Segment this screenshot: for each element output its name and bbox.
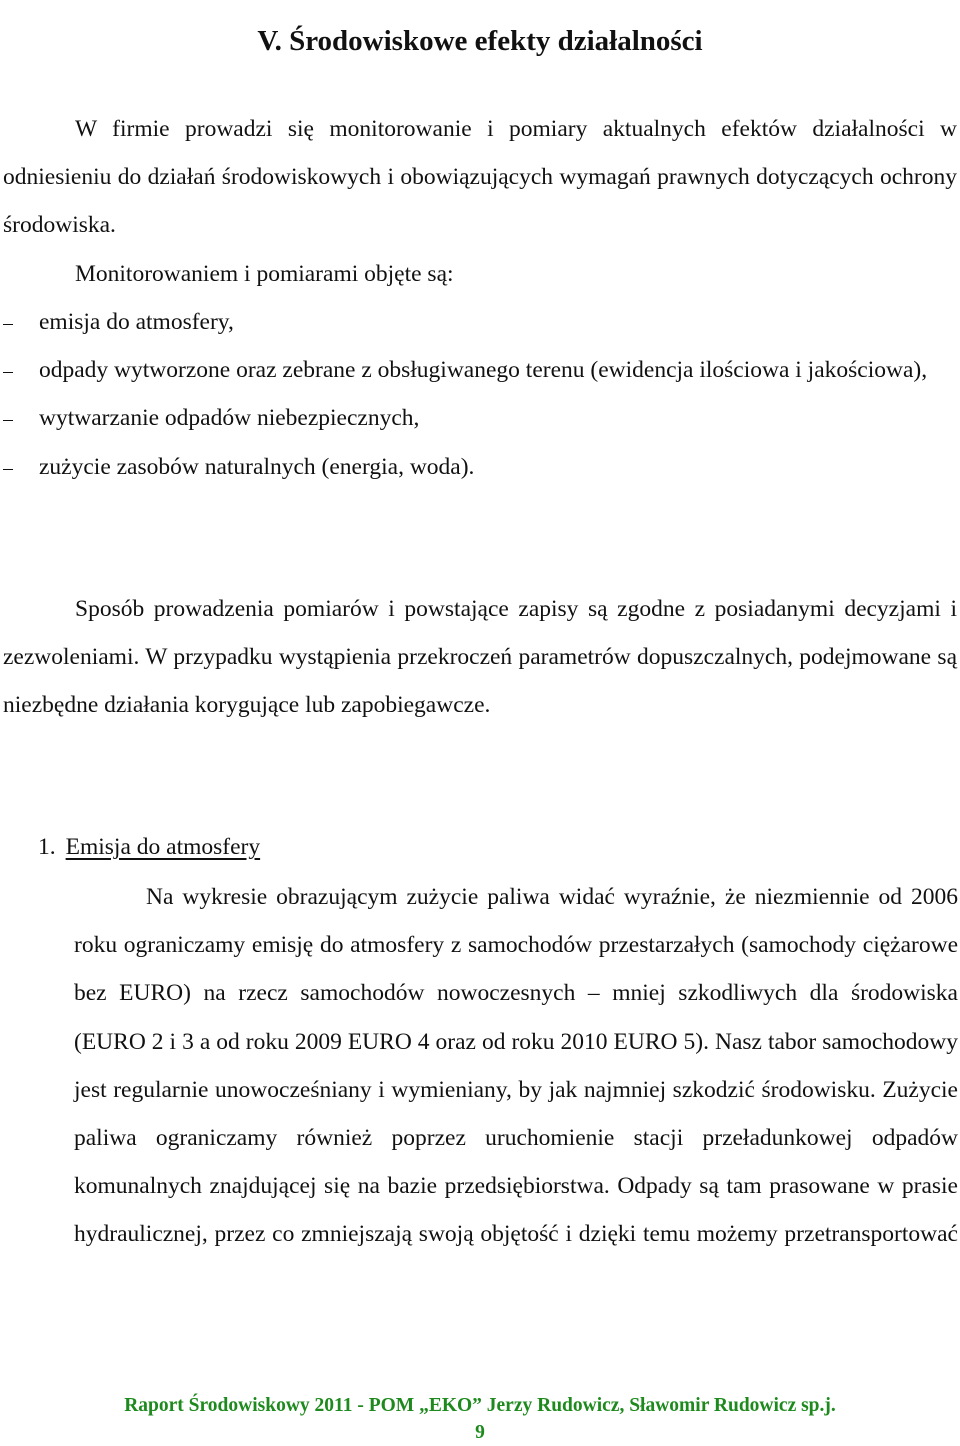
list-item: odpady wytworzone oraz zebrane z obsługiwanego terenu (ewidencja ilościowa i jakościowa),	[0, 346, 957, 394]
page-title: V. Środowiskowe efekty działalności	[257, 25, 703, 58]
page-footer	[0, 1392, 960, 1446]
dash-bullet-icon	[3, 420, 13, 421]
section-heading	[38, 825, 260, 869]
dash-bullet-icon	[3, 372, 13, 373]
list-item: zużycie zasobów naturalnych (energia, woda).	[0, 443, 957, 491]
measurement-paragraph: Sposób prowadzenia pomiarów i powstające zapisy są zgodne z posiadanymi decyzjami i zezwoleniami. W przypadku wystąpienia przekroczeń parametrów dopuszczalnych, podejmowane są niezbędne działania korygujące lub zapobiegawcze.	[3, 596, 957, 719]
list-item: wytwarzanie odpadów niebezpiecznych,	[0, 394, 957, 442]
dash-bullet-icon	[3, 469, 13, 470]
section-title: Emisja do atmosfery	[65, 834, 261, 860]
footer-page-number: 9	[475, 1422, 485, 1443]
section-number: 1.	[38, 834, 56, 860]
monitoring-list	[0, 298, 957, 491]
footer-report-line: Raport Środowiskowy 2011 - POM „EKO” Jerzy Rudowicz, Sławomir Rudowicz sp.j.	[124, 1395, 836, 1416]
list-item: emisja do atmosfery,	[0, 298, 957, 346]
list-intro: Monitorowaniem i pomiarami objęte są:	[75, 261, 454, 287]
intro-paragraph: W firmie prowadzi się monitorowanie i pomiary aktualnych efektów działalności w odniesieniu do działań środowiskowych i obowiązujących wymagań prawnych dotyczących ochrony środowiska.	[3, 116, 957, 239]
section-body: Na wykresie obrazującym zużycie paliwa widać wyraźnie, że niezmiennie od 2006 roku ograniczamy emisję do atmosfery z samochodów przestarzałych (samochody ciężarowe bez EURO) na rzecz samochodów nowoczesnych – mniej szkodliwych dla środowiska (EURO 2 i 3 a od roku 2009 EURO 4 oraz od roku 2010 EURO 5). Nasz tabor samochodowy jest regularnie unowocześniany i wymieniany, by jak najmniej szkodzić środowisku. Zużycie paliwa ograniczamy również poprzez uruchomienie stacji przeładunkowej odpadów komunalnych znajdującej się na bazie przedsiębiorstwa. Odpady są tam prasowane w prasie hydraulicznej, przez co zmniejszają swoją objętość i dzięki temu możemy przetransportować	[74, 884, 958, 1248]
dash-bullet-icon	[3, 324, 13, 325]
